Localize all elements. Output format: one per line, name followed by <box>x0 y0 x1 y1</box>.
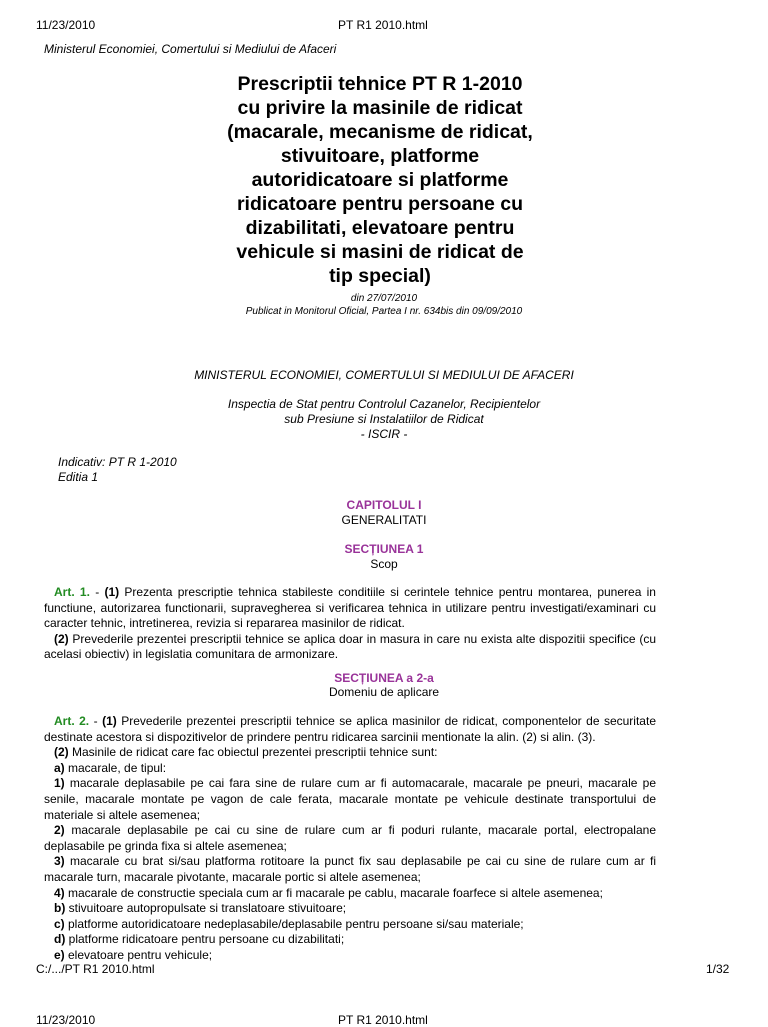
paragraph-number: (1) <box>102 714 117 728</box>
title-line: tip special) <box>329 265 431 287</box>
list-item-number: b) <box>54 901 66 916</box>
title-line: vehicule si masini de ridicat de <box>236 241 524 263</box>
title-line: cu privire la masinile de ridicat <box>237 97 523 119</box>
list-item-text: macarale deplasabile pe cai cu sine de rulare cum ar fi poduri rulante, macarale portal, electropalane deplasabile pe grinda fixa si altele asemenea; <box>44 823 656 853</box>
ministry-uppercase: MINISTERUL ECONOMIEI, COMERTULUI SI MEDIULUI DE AFACERI <box>194 368 574 382</box>
title-line: dizabilitati, elevatoare pentru <box>245 217 515 239</box>
date-line: din 27/07/2010 <box>350 293 418 304</box>
list-item-text: stivuitoare autopropulsate si translatoare stivuitoare; <box>65 901 347 916</box>
section-1-subtitle: Scop <box>370 557 398 571</box>
inspectia-line-2: sub Presiune si Instalatiilor de Ridicat <box>284 412 484 426</box>
paragraph-number: (1) <box>104 585 120 599</box>
list-item-number: 1) <box>54 776 65 791</box>
print-header-date: 11/23/2010 <box>36 18 96 32</box>
indicativ: Indicativ: PT R 1-2010 <box>58 455 177 469</box>
print-footer-path: C:/.../PT R1 2010.html <box>36 962 155 976</box>
chapter-title: CAPITOLUL I <box>346 498 422 512</box>
paragraph-text: Prevederile prezentei prescriptii tehnice se aplica doar in masura in care nu exista alte dispozitii specifice (cu acelasi obiectiv) in legislatia comunitara de armonizare. <box>44 631 656 662</box>
title-line: ridicatoare pentru persoane cu <box>236 193 524 215</box>
list-item-number: e) <box>54 947 65 962</box>
section-1-title: SECȚIUNEA 1 <box>344 542 424 556</box>
article-2 <box>44 714 656 964</box>
inspectia-line-1: Inspectia de Stat pentru Controlul Cazanelor, Recipientelor <box>227 397 541 411</box>
list-item-number: 3) <box>54 854 65 869</box>
list-item-text: macarale de constructie speciala cum ar fi macarale pe cablu, macarale foarfece si altele asemenea; <box>64 885 603 900</box>
list-item-number: a) <box>54 760 65 775</box>
list-item-number: c) <box>54 916 65 931</box>
paragraph-text: Prevederile prezentei prescriptii tehnice se aplica masinilor de ridicat, componentelor de securitate destinate acestora si dispozitivelor de prindere pentru ridicarea sarcinii mentionate la alin. (2) si alin. (3). <box>44 714 656 744</box>
print-footer-page-number: 1/32 <box>706 962 730 976</box>
section-2-subtitle: Domeniu de aplicare <box>328 685 440 699</box>
article-2-label: Art. 2. <box>54 714 90 728</box>
next-page-header-date: 11/23/2010 <box>36 1013 96 1027</box>
paragraph-number: (2) <box>54 631 69 646</box>
next-page-header-filename: PT R1 2010.html <box>338 1013 428 1027</box>
list-item-text: platforme ridicatoare pentru persoane cu dizabilitati; <box>65 932 345 947</box>
print-header-filename: PT R1 2010.html <box>338 18 428 32</box>
list-item-number: 2) <box>54 823 65 838</box>
list-item-text: macarale, de tipul: <box>64 760 167 775</box>
editia: Editia 1 <box>58 470 99 484</box>
published-line: Publicat in Monitorul Oficial, Partea I nr. 634bis din 09/09/2010 <box>245 306 523 317</box>
list-item-text: macarale deplasabile pe cai fara sine de rulare cum ar fi automacarale, macarale pe pneuri, macarale pe senile, macarale montate pe vagon de cale ferata, macarale montate pe vehicule destinate transportului de materiale si altele asemenea; <box>44 776 656 822</box>
paragraph-text: Masinile de ridicat care fac obiectul prezentei prescriptii tehnice sunt: <box>68 745 438 760</box>
chapter-subtitle: GENERALITATI <box>341 513 427 527</box>
inspectia-line-3: - ISCIR - <box>360 427 408 441</box>
title-line: stivuitoare, platforme <box>280 145 480 167</box>
dash: - <box>89 585 105 599</box>
dash: - <box>89 714 103 728</box>
paragraph-number: (2) <box>54 745 69 760</box>
paragraph-text: Prezenta prescriptie tehnica stabileste conditiile si cerintele tehnice pentru montarea, punerea in functiune, autorizarea functionarii, supravegherea si verificarea tehnica in utilizare pentru investigati/examinari cu caracter tehnic, intretinerea, revizia si repararea masinilor de ridicat. <box>44 585 656 631</box>
title-line: (macarale, mecanisme de ridicat, <box>227 121 533 143</box>
list-item-text: platforme autoridicatoare nedeplasabile/deplasabile pentru persoane si/sau materiale; <box>64 916 524 931</box>
list-item-text: elevatoare pentru vehicule; <box>64 947 213 962</box>
article-1 <box>44 585 656 663</box>
title-line: autoridicatoare si platforme <box>251 169 509 191</box>
document-title <box>180 72 580 288</box>
section-2-title: SECȚIUNEA a 2-a <box>334 671 434 685</box>
list-item-text: macarale cu brat si/sau platforma rotitoare la punct fix sau deplasabile pe cai cu sine de rulare cum ar fi macarale turn, macarale pivotante, macarale portic si altele asemenea; <box>44 854 656 884</box>
list-item-number: d) <box>54 932 66 947</box>
list-item-number: 4) <box>54 885 65 900</box>
ministry-heading: Ministerul Economiei, Comertului si Mediului de Afaceri <box>44 42 337 56</box>
title-line: Prescriptii tehnice PT R 1-2010 <box>237 73 523 95</box>
article-1-label: Art. 1. <box>54 585 90 599</box>
